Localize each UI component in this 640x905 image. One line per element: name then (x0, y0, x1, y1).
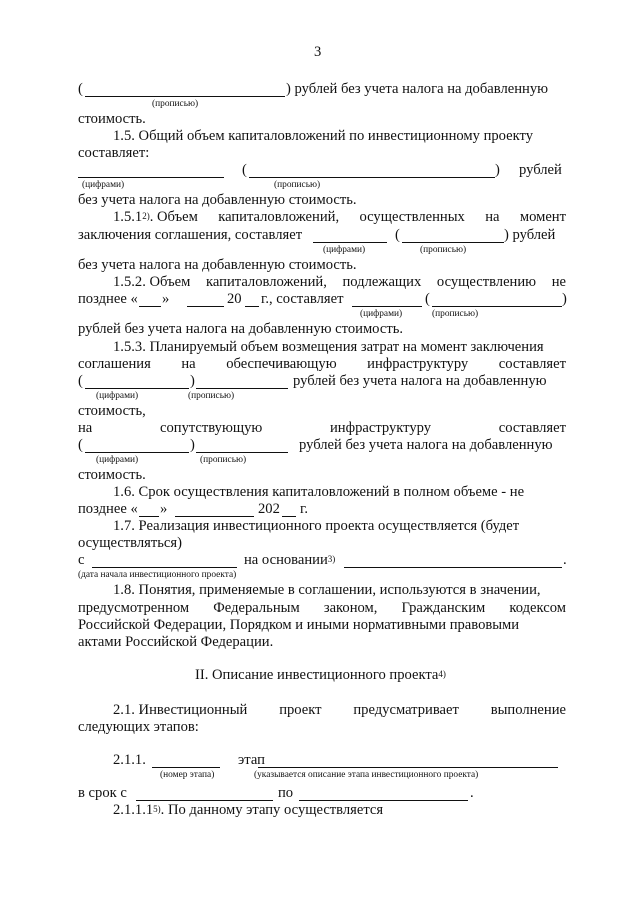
word: 1.5.2. Объем (113, 274, 191, 290)
word: Федеральным (213, 600, 300, 616)
word: кодексом (509, 600, 566, 616)
text-open-paren: ( (78, 81, 83, 97)
caption-stage-description: (указывается описание этапа инвестиционного проекта) (254, 770, 479, 780)
caption-stage-number: (номер этапа) (160, 770, 215, 780)
text-from: с (78, 552, 85, 568)
text-deadline: позднее « (78, 501, 138, 517)
text-term-from: в срок с (78, 785, 127, 801)
word: предусмотренном (78, 600, 190, 616)
paragraph-2-1 (113, 702, 566, 719)
word: соглашения (78, 356, 151, 372)
blank-stage-description (258, 767, 558, 768)
blank-basis (344, 567, 562, 568)
blank-month (175, 516, 254, 517)
text-open-paren: ( (242, 162, 247, 178)
caption-start-date: (дата начала инвестиционного проекта) (78, 570, 237, 580)
text-line: г., составляет (261, 291, 344, 307)
blank-amount-words (249, 177, 495, 178)
caption-propis: (прописью) (432, 309, 479, 319)
footnote-ref: 3) (327, 554, 336, 564)
text-quote: » (162, 291, 170, 307)
text-term-to: по (278, 785, 294, 801)
text-line: стоимость. (78, 111, 146, 127)
blank-stage-number (152, 767, 220, 768)
paragraph-1-5-3: 1.5.3. Планируемый объем возмещения затрат на момент заключения (113, 339, 544, 355)
paragraph-1-7: 1.7. Реализация инвестиционного проекта осуществляется (будет (113, 518, 520, 534)
word: предусматривает (353, 702, 459, 718)
blank-start-date (92, 567, 237, 568)
text-year-prefix: 202 (258, 501, 280, 517)
paragraph-2-1-1-1: 2.1.1.1$^{5)}$. По данному этапу осуществляется (113, 802, 384, 818)
word: капиталовложений, (218, 209, 340, 225)
word: сопутствующую (159, 420, 263, 436)
word: составляет (498, 420, 566, 436)
text-line: составляет: (78, 145, 150, 161)
caption-propis: (прописью) (152, 99, 199, 109)
text-open-paren: ( (425, 291, 430, 307)
word: не (551, 274, 566, 290)
caption-propis: (прописью) (274, 180, 321, 190)
word: подлежащих (342, 274, 422, 290)
blank-amount-digits (352, 306, 422, 307)
word: инфраструктуру (367, 356, 469, 372)
section-heading: II. Описание инвестиционного проекта$^{4)}$ (195, 667, 446, 683)
blank-amount-words (196, 388, 288, 389)
blank-month (187, 306, 224, 307)
text-justified-line (78, 420, 566, 437)
paragraph-1-5-2 (113, 274, 566, 291)
blank-amount-digits (313, 242, 387, 243)
blank-amount-words (402, 242, 504, 243)
text-period: . (563, 552, 567, 568)
text-deadline: позднее « (78, 291, 138, 307)
text-line: стоимость. (78, 467, 146, 483)
text-justified-line (78, 600, 566, 617)
caption-cifry: (цифрами) (323, 245, 366, 255)
blank-amount-digits (78, 177, 224, 178)
text-quote: » (160, 501, 168, 517)
text-line: без учета налога на добавленную стоимость. (78, 192, 357, 208)
page-number: 3 (314, 44, 322, 60)
blank-amount-words (432, 306, 562, 307)
caption-propis: (прописью) (200, 455, 247, 465)
blank-day (139, 516, 159, 517)
word: капиталовложений, (205, 274, 327, 290)
word: инфраструктуру (330, 420, 432, 436)
blank-year (245, 306, 259, 307)
paragraph-1-8: 1.8. Понятия, применяемые в соглашении, используются в значении, (113, 582, 541, 598)
word: Гражданским (401, 600, 486, 616)
word: на (181, 356, 196, 372)
blank-date-to (299, 800, 468, 801)
word: 2.1. Инвестиционный (113, 702, 248, 718)
text-line: без учета налога на добавленную стоимость. (78, 257, 357, 273)
blank-amount-digits (85, 388, 189, 389)
word: выполнение (490, 702, 566, 718)
word: на (485, 209, 500, 225)
blank-year (282, 516, 296, 517)
text-open-paren: ( (78, 437, 83, 453)
text-rubles: рублей (519, 162, 562, 178)
caption-cifry: (цифрами) (96, 455, 139, 465)
footnote-ref: 4) (438, 669, 446, 679)
paragraph-1-6: 1.6. Срок осуществления капиталовложений в полном объеме - не (113, 484, 525, 500)
text-line: ) рублей (504, 227, 556, 243)
paragraph-1-5: 1.5. Общий объем капиталовложений по инвестиционному проекту (113, 128, 534, 144)
text-year-prefix: 20 (227, 291, 242, 307)
blank-day (139, 306, 161, 307)
text-line: актами Российской Федерации. (78, 634, 274, 650)
text-line: осуществляться) (78, 535, 182, 551)
word: осуществленных (359, 209, 465, 225)
text-line: рублей без учета налога на добавленную (293, 373, 547, 389)
text-line: стоимость, (78, 403, 146, 419)
caption-cifry: (цифрами) (96, 391, 139, 401)
paragraph-1-5-1 (113, 209, 566, 226)
footnote-ref: 2) (142, 211, 150, 221)
caption-cifry: (цифрами) (360, 309, 403, 319)
word: 1.5.1$^{2)}$. Объем (113, 209, 198, 225)
text-close-paren: ) (190, 373, 195, 389)
word: на (78, 420, 93, 436)
caption-propis: (прописью) (188, 391, 235, 401)
word: осуществлению (436, 274, 537, 290)
caption-propis: (прописью) (420, 245, 467, 255)
word: законом, (323, 600, 378, 616)
word: составляет (498, 356, 566, 372)
word: проект (279, 702, 322, 718)
text-line: на основании$^{3)}$ (244, 552, 336, 568)
blank-amount-digits (85, 452, 189, 453)
text-open-paren: ( (395, 227, 400, 243)
word: обеспечивающую (226, 356, 337, 372)
text-line: рублей без учета налога на добавленную стоимость. (78, 321, 404, 337)
text-justified-line (78, 356, 566, 373)
text-year-suffix: г. (300, 501, 308, 517)
text-line: ) рублей без учета налога на добавленную (286, 81, 549, 97)
text-close-paren: ) (190, 437, 195, 453)
text-stage: этап (238, 752, 265, 768)
paragraph-2-1-1: 2.1.1. (113, 752, 146, 768)
text-line: следующих этапов: (78, 719, 199, 735)
text-open-paren: ( (78, 373, 83, 389)
text-line: рублей без учета налога на добавленную (299, 437, 553, 453)
blank-amount-words (85, 96, 285, 97)
caption-cifry: (цифрами) (82, 180, 125, 190)
footnote-ref: 5) (153, 804, 161, 814)
blank-date-from (136, 800, 273, 801)
text-close-paren: ) (495, 162, 500, 178)
text-period: . (470, 785, 474, 801)
text-line: заключения соглашения, составляет (78, 227, 303, 243)
blank-amount-words (196, 452, 288, 453)
text-line: Российской Федерации, Порядком и иными нормативными правовыми (78, 617, 520, 633)
text-close-paren: ) (562, 291, 567, 307)
word: момент (519, 209, 566, 225)
